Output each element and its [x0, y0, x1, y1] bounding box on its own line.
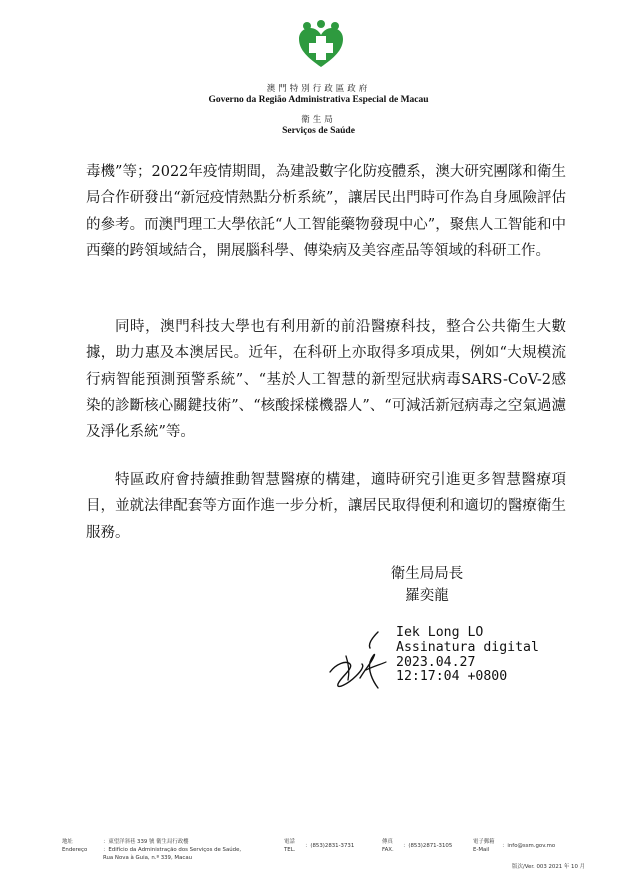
- body-paragraph-2: [86, 314, 566, 445]
- email-address: ：info@ssm.gov.mo: [502, 843, 556, 849]
- address-label-zh: 地址: [62, 839, 73, 845]
- org-name-chinese: 澳門特別行政區政府: [266, 84, 371, 94]
- tel-label-zh: 電話: [284, 839, 295, 845]
- signatory-block: [385, 563, 469, 607]
- address-zh: ：東望洋斜巷 339 號 衛生局行政樓: [103, 839, 189, 845]
- tel-label-pt: TEL.: [284, 847, 296, 853]
- digital-signature-time: 12:17:04 +0800: [396, 669, 508, 685]
- email-label-zh: 電子郵箱: [473, 839, 495, 845]
- fax-label-pt: FAX.: [382, 847, 394, 853]
- dept-name-portuguese: Serviços de Saúde: [282, 126, 355, 136]
- paragraph-text: 特區政府會持續推動智慧醫療的構建，適時研究引進更多智慧醫療項目，並就法律配套等方面作進一步分析，讓居民取得便利和適切的醫療衛生服務。: [86, 472, 566, 541]
- address-label-pt: Endereço: [62, 847, 88, 853]
- tel-number: ：(853)2831-3731: [305, 843, 355, 849]
- handwritten-signature: [326, 626, 406, 692]
- paragraph-text: 同時，澳門科技大學也有利用新的前沿醫療科技，整合公共衛生大數據，助力惠及本澳居民。近年，在科研上亦取得多項成果，例如“大規模流行病智能預測預警系統”、“基於人工智慧的新型冠狀病毒SARS-CoV-2感染的診斷核心關鍵技術”、“核酸採樣機器人”、“可減活新冠病毒之空氣過濾及淨化系統”等。: [86, 319, 566, 441]
- fax-number: ：(853)2871-3105: [403, 843, 453, 849]
- digital-signer-name: Iek Long LO: [396, 625, 484, 640]
- dept-name-chinese: 衛生局: [301, 115, 336, 125]
- signatory-title: 衛生局局長: [390, 566, 464, 582]
- digital-signature-stamp: [396, 626, 539, 685]
- digital-signature-label: Assinatura digital: [396, 639, 539, 655]
- email-label-pt: E-Mail: [473, 847, 490, 853]
- address-pt: ：Edifício da Administração dos Serviços de Saúde, Rua Nova à Guia, n.º 339, Macau: [103, 847, 242, 861]
- org-name-portuguese: Governo da Região Administrativa Especial de Macau: [208, 95, 429, 105]
- document-version: 版次/Ver. 003 2021 年 10 月: [512, 864, 585, 870]
- fax-label-zh: 傳真: [382, 839, 393, 845]
- signatory-name: 羅奕龍: [405, 588, 449, 604]
- paragraph-text: 毒機”等；2022年疫情期間，為建設數字化防疫體系，澳大研究團隊和衛生局合作研發出“新冠疫情熱點分析系統”，讓居民出門時可作為自身風險評估的參考。而澳門理工大學依託“人工智能藥物發現中心”，聚焦人工智能和中西藥的跨領域結合，開展腦科學、傳染病及美容產品等領域的科研工作。: [86, 164, 566, 259]
- digital-signature-date: 2023.04.27: [396, 654, 476, 670]
- health-bureau-logo: [296, 20, 346, 70]
- body-paragraph-3: [86, 467, 566, 546]
- body-paragraph-1: [86, 159, 566, 264]
